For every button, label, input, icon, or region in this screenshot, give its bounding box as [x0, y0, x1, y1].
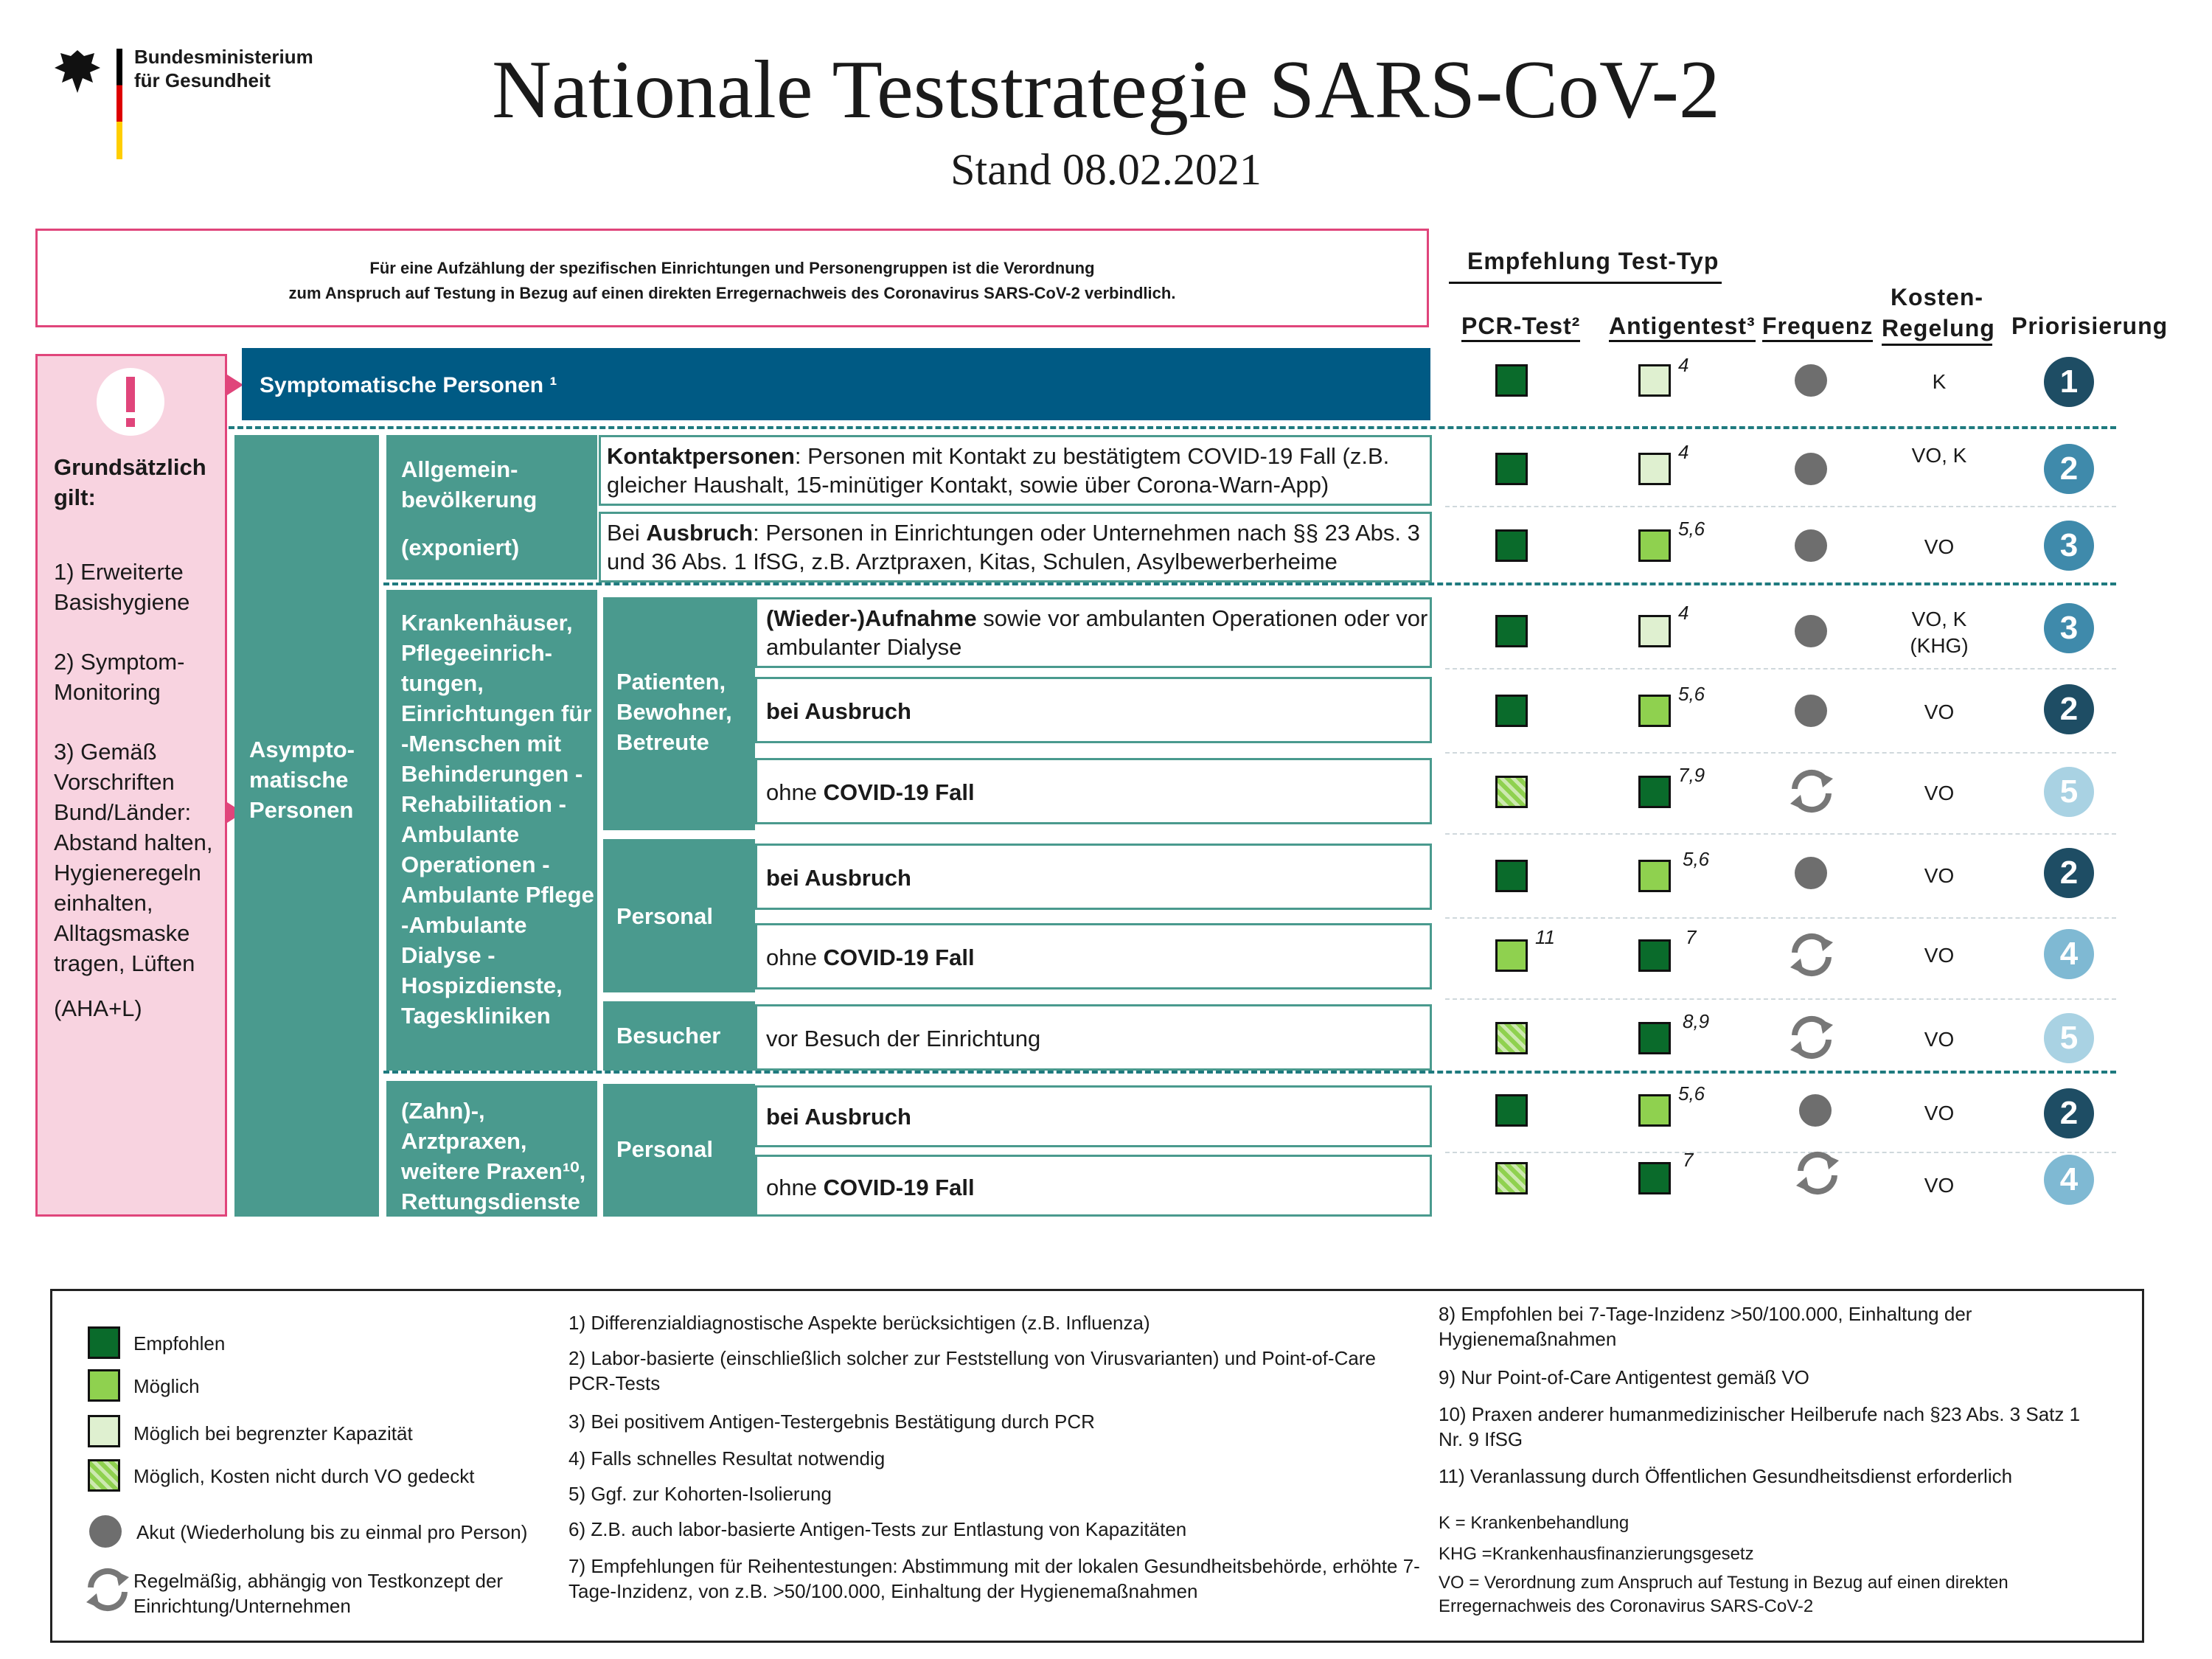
notice-line1: Für eine Aufzählung der spezifischen Einrichtungen und Personengruppen ist die Verordnung: [369, 259, 1095, 277]
footnote-8: 8) Empfohlen bei 7-Tage-Inzidenz >50/100.000, Einhaltung der Hygienemaßnahmen: [1439, 1303, 1972, 1350]
asymptomatic-column: [234, 435, 379, 1217]
pcr-recommended: [1495, 364, 1528, 397]
row-text: [601, 518, 1425, 576]
regular-cycle-icon: [1786, 1012, 1837, 1063]
row-text-rest: : Personen in Einrichtungen oder Unternehmen nach §§ 23 Abs. 3 und 36 Abs. 1 IfSG, z.B. Arztpraxen, Kitas, Schulen, Asylbewerberheime: [607, 520, 1420, 574]
group-header: Empfehlung Test-Typ: [1467, 248, 1719, 274]
acute-icon: [1795, 857, 1827, 889]
legend-possible-label: Möglich: [133, 1375, 200, 1397]
cost-rule: K: [1932, 370, 1947, 393]
row-text-pre: ohne: [766, 1175, 824, 1200]
acute-icon: [1795, 695, 1827, 727]
legend-not-covered-label: Möglich, Kosten nicht durch VO gedeckt: [133, 1465, 475, 1487]
antigen-limited: [1638, 453, 1671, 485]
antigen-footnote: 5,6: [1683, 848, 1710, 870]
antigen-footnote: 4: [1678, 602, 1689, 624]
priority-badge: 2: [2044, 848, 2094, 898]
patients-label: Patienten, Bewohner, Betreute: [616, 669, 732, 755]
priority-badge: 4: [2044, 1155, 2094, 1205]
antigen-recommended: [1638, 1022, 1671, 1054]
symptomatic-label: Symptomatische Personen ¹: [260, 373, 557, 397]
basics-item-4: (AHA+L): [54, 995, 142, 1021]
footnote-4: 4) Falls schnelles Resultat notwendig: [568, 1447, 886, 1470]
basics-heading: [54, 452, 218, 512]
row-text-rest: : Personen mit Kontakt zu bestätigtem COVID-19 Fall (z.B. gleicher Haushalt, 15-minütiger Kontakt, sowie über Corona-Warn-App): [607, 443, 1390, 498]
row-patients-outbreak: [755, 677, 1432, 743]
visitors-label: Besucher: [616, 1023, 721, 1048]
general-population-label: Allgemein-bevölkerung: [401, 456, 538, 512]
row-text: [760, 943, 975, 972]
row-text-bold: Kontaktpersonen: [607, 443, 795, 469]
legend-possible-swatch: [88, 1369, 120, 1402]
footnote-9: 9) Nur Point-of-Care Antigentest gemäß VO: [1439, 1366, 1809, 1388]
antigen-footnote: 5,6: [1678, 518, 1705, 540]
regular-cycle-icon: [1786, 765, 1837, 817]
page-subtitle: Stand 08.02.2021: [950, 145, 1262, 194]
staff-label-2: Personal: [616, 1136, 713, 1162]
legend-acute-label: Akut (Wiederholung bis zu einmal pro Person): [136, 1521, 528, 1543]
group-header-underline: [1449, 282, 1722, 284]
row-staff-no-case: [755, 923, 1432, 990]
row-text: [760, 697, 911, 726]
antigen-limited: [1638, 364, 1671, 397]
row-text-rest: vor Besuch der Einrichtung: [766, 1026, 1041, 1051]
cost-rule: VO: [1924, 1028, 1955, 1051]
antigen-footnote: 5,6: [1678, 1082, 1705, 1105]
acute-icon: [1795, 364, 1827, 397]
legend-acute-icon: [89, 1515, 122, 1548]
legend-regular-cycle-icon: [82, 1564, 133, 1615]
antigen-possible: [1638, 695, 1671, 727]
abbr-k: K = Krankenbehandlung: [1439, 1513, 1630, 1533]
acute-icon: [1795, 529, 1827, 562]
practices-label: (Zahn)-, Arztpraxen, weitere Praxen¹⁰, Rettungsdienste: [401, 1098, 586, 1214]
section-divider-3: [383, 1071, 2116, 1074]
priority-badge: 1: [2044, 357, 2094, 407]
footnote-3: 3) Bei positivem Antigen-Testergebnis Bestätigung durch PCR: [568, 1411, 1095, 1433]
legend-limited-swatch: [88, 1415, 120, 1447]
pcr-not-covered: [1495, 1162, 1528, 1194]
priority-badge: 2: [2044, 684, 2094, 734]
col-antigen: Antigentest³: [1609, 313, 1756, 342]
asymptomatic-label: Asympto-matische Personen: [249, 737, 355, 823]
pcr-possible: [1495, 939, 1528, 972]
footnote-11: 11) Veranlassung durch Öffentlichen Gesundheitsdienst erforderlich: [1439, 1465, 2013, 1487]
cost-rule: VO: [1924, 1174, 1955, 1197]
row-separator: [1445, 833, 2116, 835]
priority-badge: 4: [2044, 929, 2094, 979]
basics-sidebar: [35, 354, 227, 1217]
footnote-5: 5) Ggf. zur Kohorten-Isolierung: [568, 1483, 832, 1505]
row-practice-outbreak: [755, 1085, 1432, 1147]
antigen-footnote: 7,9: [1678, 764, 1705, 786]
priority-badge: 2: [2044, 444, 2094, 494]
pcr-recommended: [1495, 453, 1528, 485]
row-separator: [1445, 668, 2116, 669]
practices-box: [386, 1081, 597, 1217]
antigen-footnote: 8,9: [1683, 1010, 1710, 1032]
legend-box: [50, 1289, 2144, 1643]
row-separator: [1445, 506, 2116, 507]
antigen-recommended: [1638, 1162, 1671, 1194]
footnote-1: 1) Differenzialdiagnostische Aspekte berücksichtigen (z.B. Influenza): [568, 1312, 1150, 1334]
pcr-not-covered: [1495, 1022, 1528, 1054]
antigen-footnote: 7: [1686, 926, 1697, 948]
antigen-footnote: 4: [1678, 441, 1689, 463]
general-population-box: [386, 435, 597, 580]
pcr-not-covered: [1495, 776, 1528, 808]
priority-badge: 2: [2044, 1088, 2094, 1138]
footnote-2: 2) Labor-basierte (einschließlich solcher zur Feststellung von Virusvarianten) und Point-of-Care PCR-Tests: [568, 1347, 1376, 1394]
cost-rule: VO: [1924, 944, 1955, 967]
visitors-box: [603, 1001, 755, 1071]
basics-heading-line1: Grundsätzlich: [54, 454, 206, 480]
notice-line2: zum Anspruch auf Testung in Bezug auf einen direkten Erregernachweis des Coronavirus SARS-CoV-2 verbindlich.: [288, 284, 1176, 302]
row-separator: [1445, 1152, 2116, 1153]
acute-icon: [1795, 453, 1827, 485]
legend-regular-label: Regelmäßig, abhängig von Testkonzept der Einrichtung/Unternehmen: [133, 1570, 504, 1617]
row-visitors: [755, 1004, 1432, 1071]
ministry-name-line1: Bundesministerium: [134, 46, 313, 68]
pcr-recommended: [1495, 615, 1528, 647]
row-text: [760, 604, 1430, 661]
antigen-limited: [1638, 615, 1671, 647]
col-cost-line2: Regelung: [1882, 313, 1992, 346]
basics-item-2: 2) Symptom-Monitoring: [54, 649, 185, 705]
patients-box: [603, 597, 755, 830]
antigen-possible: [1638, 1094, 1671, 1127]
legend-recommended-swatch: [88, 1326, 120, 1359]
row-text-rest: sowie vor ambulanten Operationen oder vor ambulanter Dialyse: [766, 605, 1428, 660]
regular-cycle-icon: [1786, 929, 1837, 981]
row-text-bold: COVID-19 Fall: [823, 945, 975, 970]
basics-item-1: 1) Erweiterte Basishygiene: [54, 559, 190, 615]
row-text-bold: Ausbruch: [646, 520, 754, 546]
row-text: [760, 1024, 1040, 1053]
acute-icon: [1799, 1094, 1832, 1127]
antigen-footnote: 4: [1678, 354, 1689, 376]
legend-not-covered-swatch: [88, 1459, 120, 1492]
antigen-footnote: 5,6: [1678, 683, 1705, 705]
cost-rule: VO: [1924, 782, 1955, 804]
antigen-footnote: 7: [1683, 1149, 1694, 1171]
row-text-bold: bei Ausbruch: [766, 1104, 911, 1130]
priority-badge: 3: [2044, 521, 2094, 571]
basics-item-3: 3) Gemäß Vorschriften Bund/Länder: Abstand halten, Hygieneregeln einhalten, Alltagsmaske tragen, Lüften: [54, 739, 213, 976]
row-text: [601, 442, 1425, 499]
staff-box-1: [603, 839, 755, 992]
row-separator: [1445, 917, 2116, 919]
row-staff-outbreak: [755, 844, 1432, 910]
row-text: [760, 1102, 911, 1131]
row-practice-no-case: [755, 1155, 1432, 1217]
antigen-recommended: [1638, 776, 1671, 808]
footnote-6: 6) Z.B. auch labor-basierte Antigen-Tests zur Entlastung von Kapazitäten: [568, 1518, 1187, 1540]
col-frequency: Frequenz: [1762, 313, 1873, 342]
row-text-pre: ohne: [766, 779, 824, 805]
cost-rule: VO: [1924, 535, 1955, 558]
pcr-footnote: 11: [1535, 926, 1555, 948]
row-separator: [1445, 752, 2116, 754]
row-text-bold: bei Ausbruch: [766, 865, 911, 891]
row-contact-persons: [599, 435, 1432, 506]
cost-rule: VO, K (KHG): [1910, 608, 1969, 657]
antigen-possible: [1638, 529, 1671, 562]
row-separator: [1445, 998, 2116, 1000]
row-text-pre: Bei: [607, 520, 647, 546]
facilities-box: [386, 590, 597, 1071]
row-text: [760, 778, 975, 807]
page-title: Nationale Teststrategie SARS-CoV-2: [492, 44, 1720, 136]
row-text: [760, 863, 911, 892]
section-divider-1: [229, 426, 2116, 429]
row-patients-no-case: [755, 758, 1432, 824]
cost-rule: VO: [1924, 864, 1955, 887]
acute-icon: [1795, 615, 1827, 647]
row-admission: [755, 597, 1432, 668]
col-priority: Priorisierung: [2011, 313, 2168, 339]
row-text-bold: (Wieder-)Aufnahme: [766, 605, 977, 631]
row-outbreak-general: [599, 512, 1432, 582]
abbr-khg: KHG =Krankenhausfinanzierungsgesetz: [1439, 1544, 1754, 1564]
row-text-pre: ohne: [766, 945, 824, 970]
pointer-arrow-symptomatic: [227, 375, 243, 395]
col-cost-line1: Kosten-: [1890, 284, 1984, 310]
row-text-bold: bei Ausbruch: [766, 698, 911, 724]
row-text-bold: COVID-19 Fall: [823, 1175, 975, 1200]
general-population-exposed: (exponiert): [401, 535, 520, 560]
col-pcr: PCR-Test²: [1461, 313, 1580, 342]
cost-rule: VO, K: [1911, 444, 1967, 467]
footnote-7: 7) Empfehlungen für Reihentestungen: Abstimmung mit der lokalen Gesundheitsbehörde, erhöhte 7-Tage-Inzidenz, von z.B. >50/100.000, Einhaltung der Hygienemaßnahmen: [568, 1555, 1420, 1602]
cost-rule: VO: [1924, 700, 1955, 723]
legend-recommended-label: Empfohlen: [133, 1332, 226, 1354]
staff-label-1: Personal: [616, 903, 713, 929]
section-divider-2: [383, 582, 2116, 585]
antigen-possible: [1638, 860, 1671, 892]
pcr-recommended: [1495, 529, 1528, 562]
basics-heading-line2: gilt:: [54, 484, 96, 510]
pcr-recommended: [1495, 860, 1528, 892]
priority-badge: 3: [2044, 603, 2094, 653]
pcr-recommended: [1495, 1094, 1528, 1127]
regular-cycle-icon: [1792, 1147, 1843, 1199]
legend-limited-label: Möglich bei begrenzter Kapazität: [133, 1422, 413, 1444]
antigen-recommended: [1638, 939, 1671, 972]
row-text: [760, 1173, 975, 1202]
notice-box: [35, 229, 1429, 327]
ministry-name-line2: für Gesundheit: [134, 69, 271, 91]
symptomatic-bar: [242, 348, 1430, 420]
priority-badge: 5: [2044, 1013, 2094, 1063]
staff-box-2: [603, 1084, 755, 1217]
footnote-10: 10) Praxen anderer humanmedizinischer Heilberufe nach §23 Abs. 3 Satz 1 Nr. 9 IfSG: [1439, 1403, 2081, 1450]
abbr-vo: VO = Verordnung zum Anspruch auf Testung in Bezug auf einen direkten Erregernachweis des Coronavirus SARS-CoV-2: [1439, 1573, 2008, 1616]
priority-badge: 5: [2044, 767, 2094, 817]
cost-rule: VO: [1924, 1102, 1955, 1124]
alert-icon: [94, 365, 167, 439]
row-text-bold: COVID-19 Fall: [823, 779, 975, 805]
col-cost: [1882, 282, 1995, 346]
facilities-label: Krankenhäuser, Pflegeeinrich-tungen, Einrichtungen für -Menschen mit Behinderungen -Rehabilitation -Ambulante Operationen -Ambulante Pflege -Ambulante Dialyse -Hospizdienste, Tageskliniken: [401, 610, 594, 1029]
pcr-recommended: [1495, 695, 1528, 727]
